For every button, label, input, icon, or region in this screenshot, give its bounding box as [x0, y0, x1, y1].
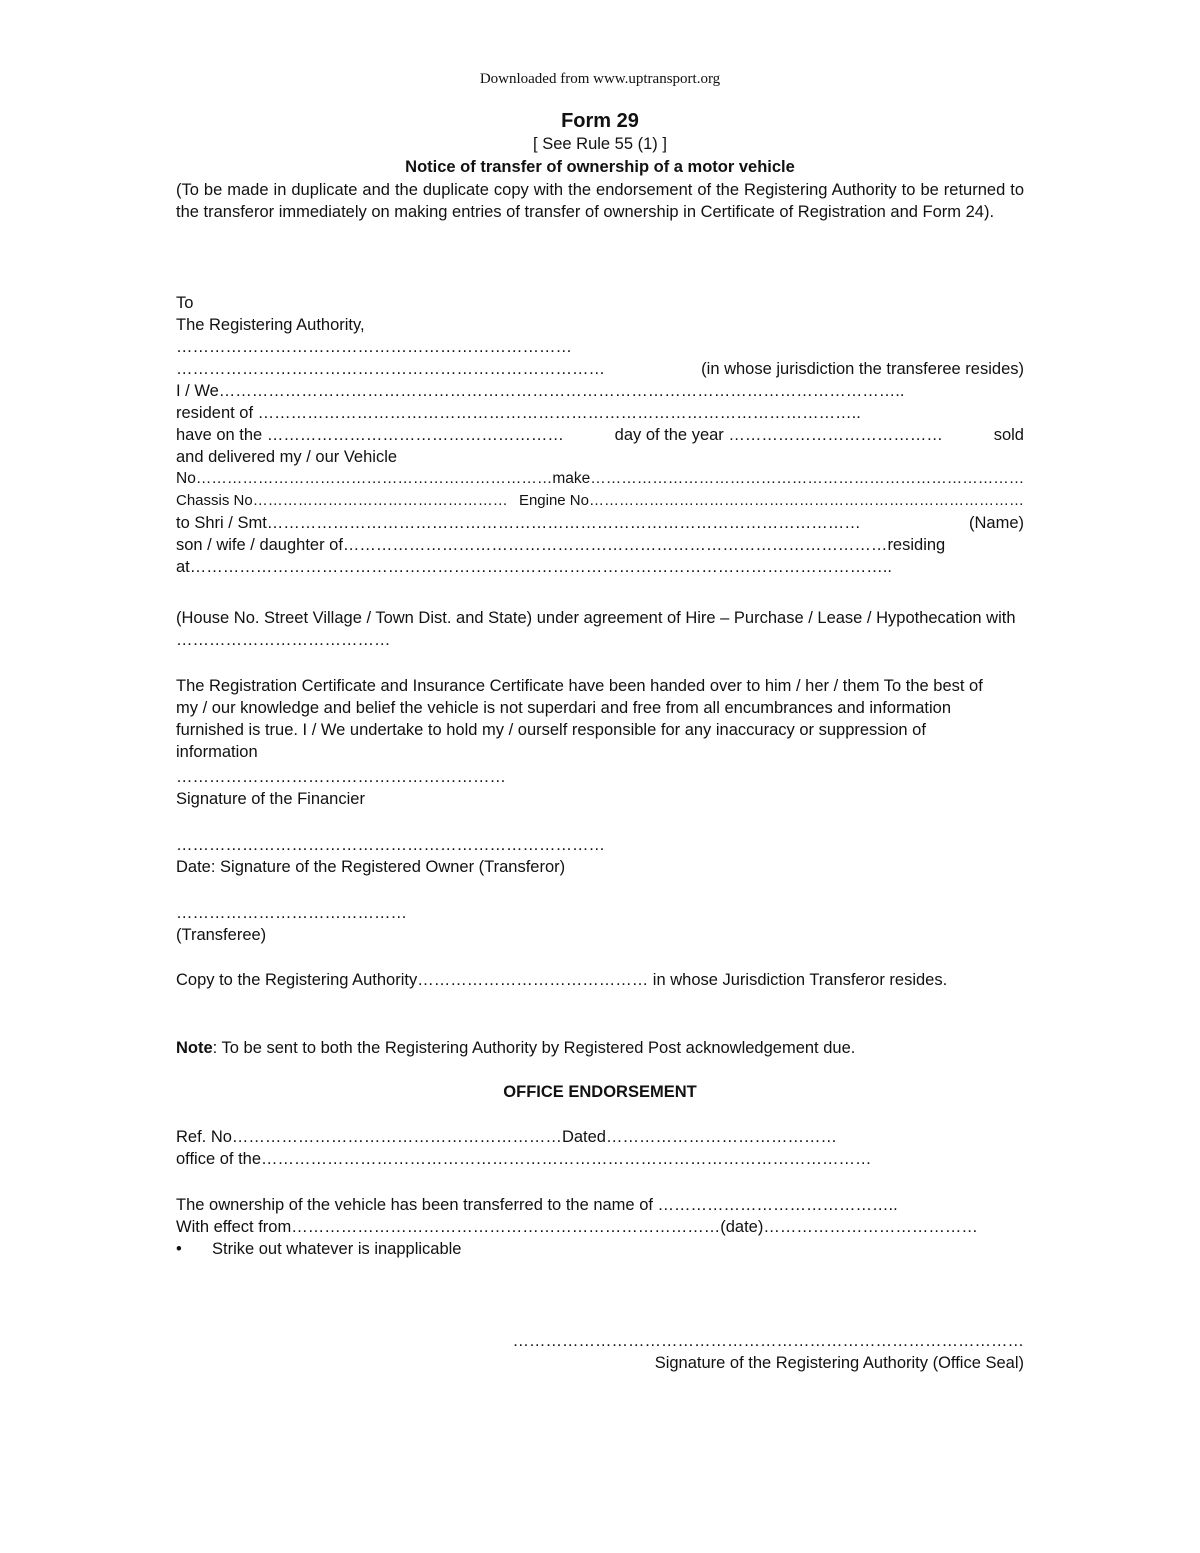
intro-paragraph: (To be made in duplicate and the duplicate copy with the endorsement of the Registering Authority to be returned to the transferor immediately on making entries of transfer of ownership in Certificate of Registration and Form 24). — [176, 181, 1024, 221]
effect-date-field: (date)………………………………… — [720, 1218, 978, 1236]
field-transferee-name-line — [176, 512, 1024, 534]
owner-signature-block — [176, 834, 1024, 878]
transferee-signature-block — [176, 902, 1024, 946]
authority-signature-line: ………………………………………………………………………………… — [512, 1332, 1024, 1350]
office-of-field: office of the………………………………………………………………………………………………… — [176, 1150, 872, 1168]
address-authority: The Registering Authority, — [176, 316, 365, 334]
field-at: at……………………………………………………………………………………………………………….. — [176, 558, 892, 576]
note-paragraph — [176, 1037, 1024, 1059]
strike-out-text: Strike out whatever is inapplicable — [212, 1240, 462, 1258]
field-engine-no: Engine No…………………………………………………………………………… — [518, 492, 1024, 509]
field-day-of-year: day of the year ………………………………… — [614, 426, 943, 444]
field-name-label: (Name) — [968, 514, 1024, 532]
bullet-mark: • — [176, 1240, 182, 1258]
note-label: Note — [176, 1039, 213, 1057]
field-chassis-no: Chassis No…………………………………………… — [176, 492, 508, 509]
dated-field: Dated…………………………………… — [561, 1128, 837, 1146]
field-delivered: and delivered my / our Vehicle — [176, 448, 398, 466]
address-line-1: ……………………………………………………………… — [176, 338, 572, 356]
effect-from-field: With effect from…………………………………………………………………… — [176, 1218, 721, 1236]
ref-no-field: Ref. No…………………………………………………… — [176, 1128, 562, 1146]
declaration-paragraph: The Registration Certificate and Insurance Certificate have been handed over to him / her / them To the best of my / our knowledge and belief the vehicle is not superdari and free from all encumbrances and information furnished is true. I / We undertake to hold my / ourself responsible for any inaccuracy or suppression of information — [176, 677, 983, 761]
rule-reference: [ See Rule 55 (1) ] — [533, 135, 667, 153]
form-subtitle: Notice of transfer of ownership of a motor vehicle — [405, 158, 795, 176]
field-chassis-line — [176, 490, 1024, 512]
owner-signature-line: …………………………………………………………………… — [176, 836, 605, 854]
field-shri-smt: to Shri / Smt……………………………………………………………………………………………… — [176, 514, 861, 532]
download-source-note: Downloaded from www.uptransport.org — [479, 71, 721, 87]
field-son-of: son / wife / daughter of……………………………………………………………………………………… — [176, 536, 888, 554]
field-date-line — [176, 424, 1024, 446]
address-to: To — [176, 294, 194, 312]
financier-signature-label: Signature of the Financier — [176, 790, 365, 808]
copy-to-paragraph: Copy to the Registering Authority…………………………………… in whose Jurisdiction Transferor resides. — [176, 971, 948, 989]
field-residing: residing — [887, 536, 946, 554]
office-endorsement-heading: OFFICE ENDORSEMENT — [503, 1083, 697, 1101]
field-resident: resident of ……………………………………………………………………………………………….. — [176, 404, 861, 422]
effect-from-line — [176, 1216, 1024, 1238]
agreement-paragraph: (House No. Street Village / Town Dist. and State) under agreement of Hire – Purchase / Lease / Hypothecation with ………………………………… — [176, 609, 1016, 649]
field-make: make………………………………………………………………………… — [552, 470, 1025, 487]
authority-signature-label: Signature of the Registering Authority (Office Seal) — [654, 1354, 1024, 1372]
jurisdiction-note: (in whose jurisdiction the transferee resides) — [701, 360, 1024, 378]
ref-no-line — [176, 1126, 1024, 1148]
authority-signature-block — [504, 1330, 1024, 1374]
financier-signature-line: …………………………………………………… — [176, 768, 506, 786]
field-vehicle-no: No…………………………………………………………… — [176, 470, 553, 487]
note-text: : To be sent to both the Registering Authority by Registered Post acknowledgement due. — [212, 1039, 856, 1057]
address-line-2 — [176, 358, 1024, 380]
form-title: Form 29 — [561, 110, 639, 132]
financier-signature-block — [176, 766, 1024, 810]
address-line-2-dots: …………………………………………………………………… — [176, 360, 605, 378]
owner-signature-label: Date: Signature of the Registered Owner (Transferor) — [176, 858, 566, 876]
field-relation-line — [176, 534, 1024, 556]
field-sold: sold — [993, 426, 1024, 444]
transferee-signature-line: …………………………………… — [176, 904, 407, 922]
field-vehicle-line — [176, 468, 1024, 490]
endorsement-block — [176, 1126, 1024, 1170]
address-block — [176, 292, 1024, 578]
transfer-confirmation-block — [176, 1194, 1024, 1260]
field-have-on-the: have on the ……………………………………………… — [176, 426, 564, 444]
ownership-transferred-field: The ownership of the vehicle has been transferred to the name of …………………………………….. — [176, 1196, 898, 1214]
strike-out-note — [176, 1238, 1024, 1260]
transferee-signature-label: (Transferee) — [176, 926, 267, 944]
field-i-we: I / We…………………………………………………………………………………………………………….. — [176, 382, 905, 400]
